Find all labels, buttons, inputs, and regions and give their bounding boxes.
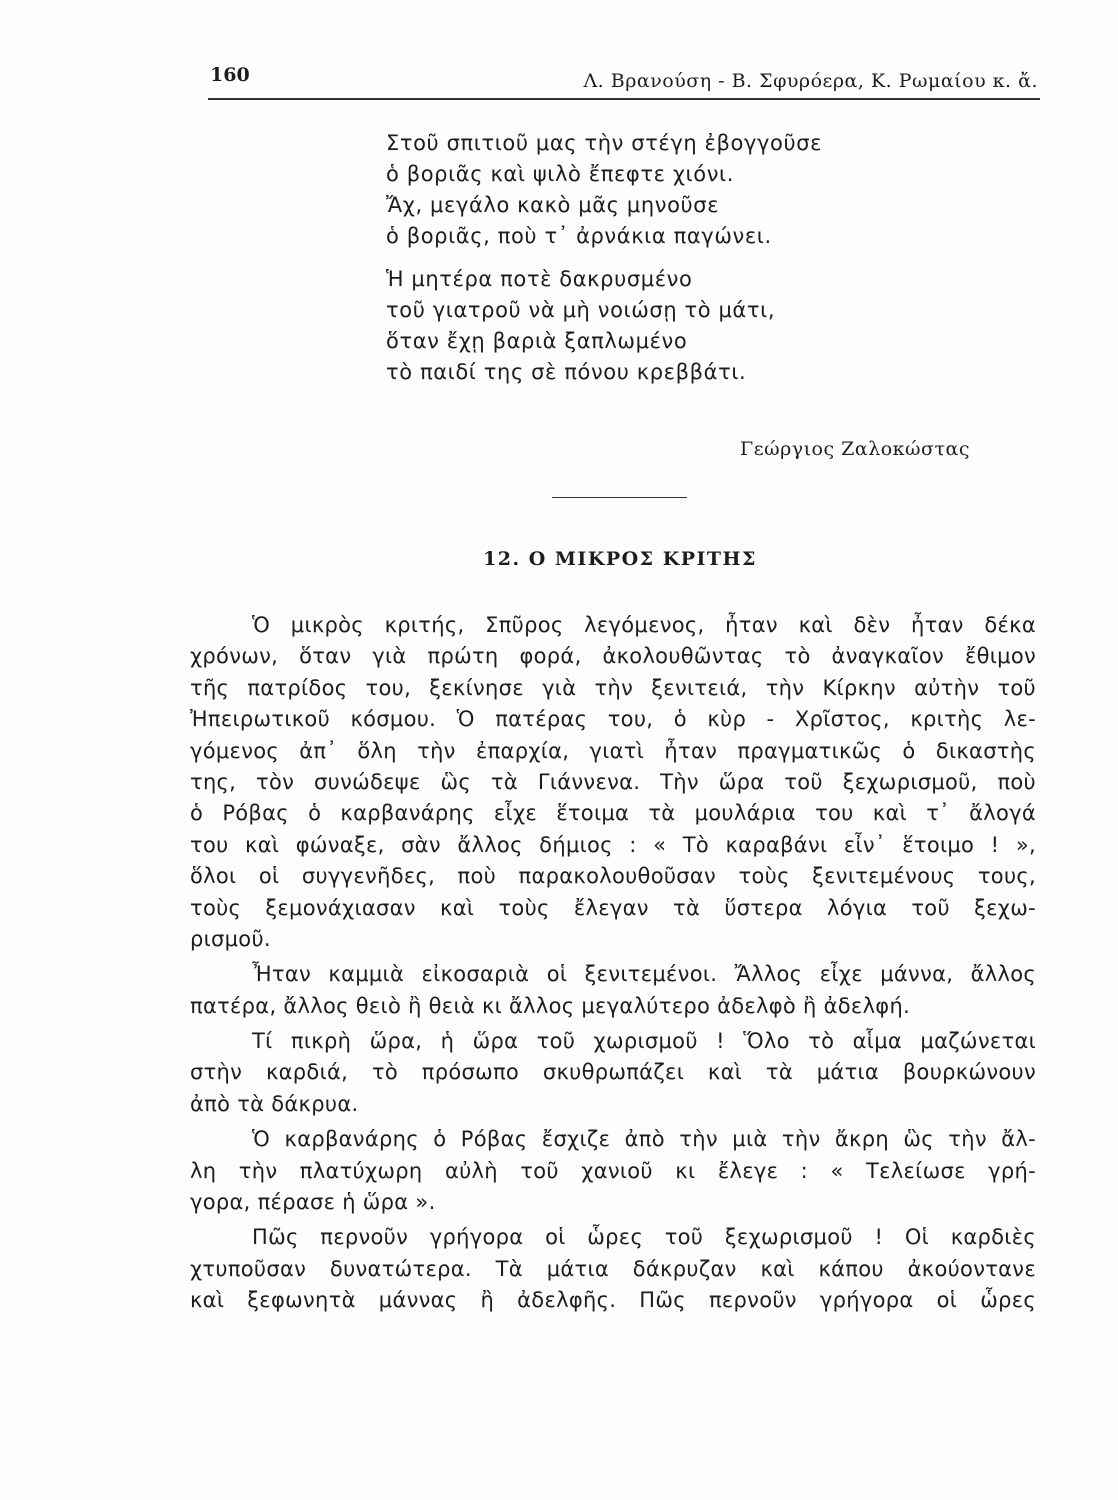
text-line: Ὁ μικρὸς κριτής, Σπῦρος λεγόμενος, ἦταν καὶ δὲν ἦταν δέκα (252, 613, 1036, 637)
poem-line: Ἄχ, μεγάλο κακὸ μᾶς μηνοῦσε (386, 193, 720, 217)
text-line: της, τὸν συνώδεψε ὣς τὰ Γιάννενα. Τὴν ὥρα τοῦ ξεχωρισμοῦ, ποὺ (190, 769, 1036, 794)
text-line: Ἠπειρωτικοῦ κόσμου. Ὁ πατέρας του, ὁ κὺρ - Χρῖστος, κριτὴς λε- (190, 707, 1036, 732)
paragraph (190, 959, 1036, 1022)
running-title: Λ. Βρανούση - Β. Σφυρόερα, Κ. Ρωμαίου κ. ἄ. (583, 70, 1038, 92)
text-line: του καὶ φώναξε, σὰν ἄλλος δήμιος : « Τὸ καραβάνι εἶν᾽ ἕτοιμο ! », (190, 832, 1036, 857)
text-line: πατέρα, ἄλλος θειὸ ἢ θειὰ κι ἄλλος μεγαλύτερο ἀδελφὸ ἢ ἀδελφή. (190, 993, 911, 1018)
poem-author: Γεώργιος Ζαλοκώστας (740, 438, 970, 460)
text-line: γόμενος ἀπ᾽ ὅλη τὴν ἐπαρχία, γιατὶ ἦταν πραγματικῶς ὁ δικαστὴς (190, 738, 1036, 763)
text-line: ὅλοι οἱ συγγενῆδες, ποὺ παρακολουθοῦσαν τοὺς ξενιτεμένους τους, (190, 864, 1036, 889)
poem (386, 128, 1006, 400)
text-line: ἀπὸ τὰ δάκρυα. (190, 1091, 359, 1116)
text-line: Πῶς περνοῦν γρήγορα οἱ ὧρες τοῦ ξεχωρισμοῦ ! Οἱ καρδιὲς (252, 1225, 1036, 1250)
section-divider (552, 497, 687, 498)
poem-line: ὅταν ἔχῃ βαριὰ ξαπλωμένο (386, 329, 688, 353)
poem-stanza (386, 128, 1006, 252)
text-line: χτυποῦσαν δυνατώτερα. Τὰ μάτια δάκρυζαν καὶ κάπου ἀκούοντανε (190, 1256, 1036, 1281)
text-line: Ὁ καρβανάρης ὁ Ρόβας ἔσχιζε ἀπὸ τὴν μιὰ τὴν ἄκρη ὣς τὴν ἄλ- (252, 1127, 1036, 1152)
text-line: ρισμοῦ. (190, 926, 271, 951)
poem-line: τοῦ γιατροῦ νὰ μὴ νοιώσῃ τὸ μάτι, (386, 298, 776, 322)
text-line: τοὺς ξεμονάχιασαν καὶ τοὺς ἔλεγαν τὰ ὕστερα λόγια τοῦ ξεχω- (190, 895, 1036, 920)
chapter-title: 12. Ο ΜΙΚΡΟΣ ΚΡΙΤΗΣ (483, 548, 757, 570)
poem-line: τὸ παιδί της σὲ πόνου κρεββάτι. (386, 360, 747, 384)
page-number: 160 (210, 64, 250, 86)
text-line: ὁ Ρόβας ὁ καρβανάρης εἶχε ἕτοιμα τὰ μουλάρια του καὶ τ᾽ ἄλογά (190, 801, 1036, 826)
page-header (208, 62, 1040, 100)
text-line: τῆς πατρίδος του, ξεκίνησε γιὰ τὴν ξενιτειά, τὴν Κίρκην αὐτὴν τοῦ (190, 675, 1036, 700)
text-line: γορα, πέρασε ἡ ὥρα ». (190, 1190, 436, 1215)
poem-stanza (386, 264, 1006, 388)
text-line: καὶ ξεφωνητὰ μάννας ἢ ἀδελφῆς. Πῶς περνοῦν γρήγορα οἱ ὧρες (190, 1288, 1036, 1313)
paragraph (190, 610, 1036, 955)
text-line: Τί πικρὴ ὥρα, ἡ ὥρα τοῦ χωρισμοῦ ! Ὅλο τὸ αἷμα μαζώνεται (252, 1029, 1036, 1054)
text-line: στὴν καρδιά, τὸ πρόσωπο σκυθρωπάζει καὶ τὰ μάτια βουρκώνουν (190, 1060, 1036, 1085)
text-line: λη τὴν πλατύχωρη αὐλὴ τοῦ χανιοῦ κι ἔλεγε : « Τελείωσε γρή- (190, 1158, 1036, 1183)
text-line: Ἦταν καμμιὰ εἰκοσαριὰ οἱ ξενιτεμένοι. Ἄλλος εἶχε μάννα, ἄλλος (252, 962, 1036, 987)
chapter-body (190, 610, 1036, 1321)
poem-line: Ἡ μητέρα ποτὲ δακρυσμένο (386, 267, 693, 291)
poem-line: Στοῦ σπιτιοῦ μας τὴν στέγη ἐβογγοῦσε (386, 131, 823, 155)
poem-line: ὁ βοριᾶς, ποὺ τ᾽ ἀρνάκια παγώνει. (386, 224, 772, 248)
paragraph (190, 1222, 1036, 1316)
paragraph (190, 1026, 1036, 1120)
paragraph (190, 1124, 1036, 1218)
poem-line: ὁ βοριᾶς καὶ ψιλὸ ἔπεφτε χιόνι. (386, 162, 735, 186)
text-line: χρόνων, ὅταν γιὰ πρώτη φορά, ἀκολουθῶντας τὸ ἀναγκαῖον ἔθιμον (190, 644, 1036, 669)
